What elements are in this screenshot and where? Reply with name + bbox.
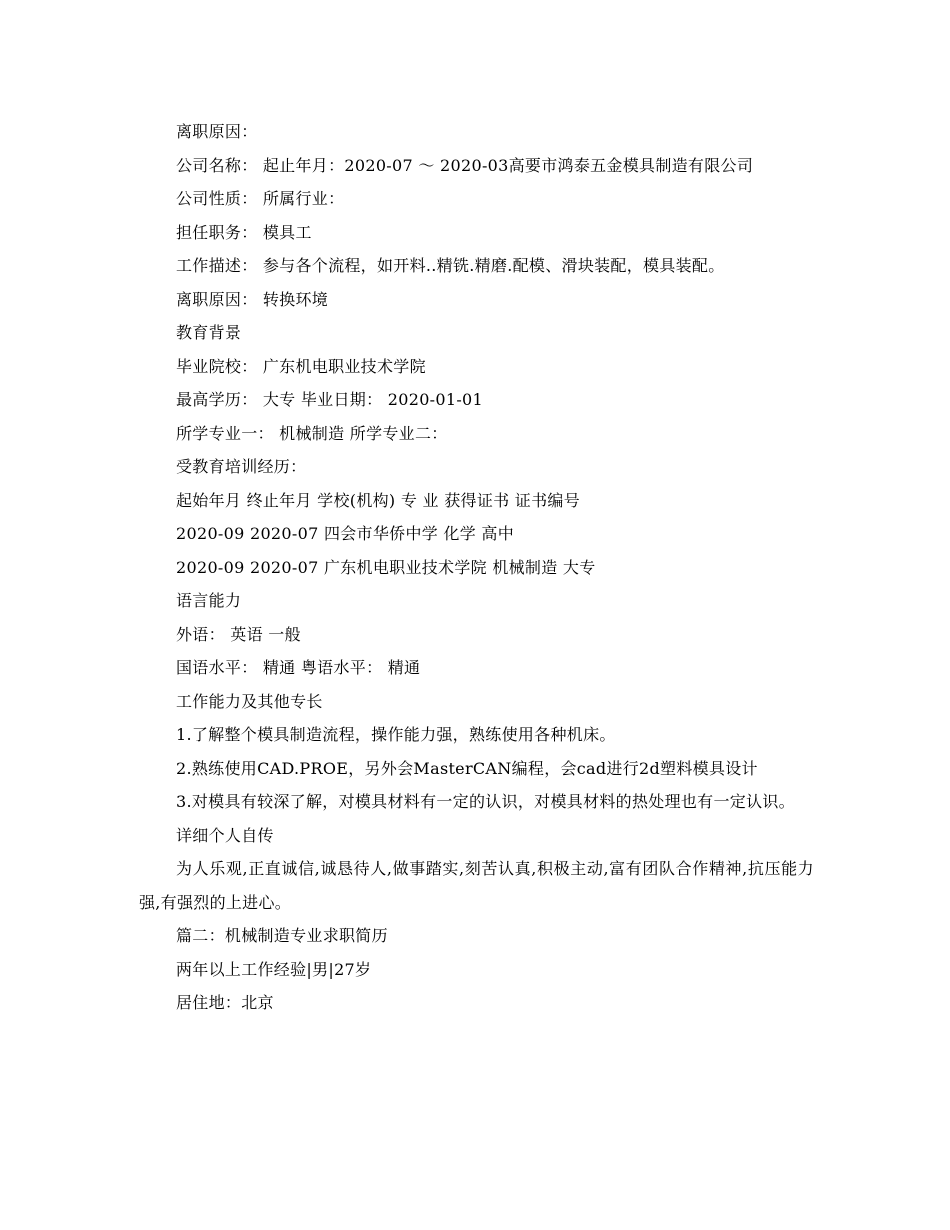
company-nature-line: 公司性质： 所属行业： xyxy=(176,189,345,208)
foreign-language-line: 外语： 英语 一般 xyxy=(176,624,301,644)
leave-reason-label: 离职原因： xyxy=(176,122,258,141)
training-table-header: 起始年月 终止年月 学校(机构) 专 业 获得证书 证书编号 xyxy=(176,490,581,510)
skills-heading: 工作能力及其他专长 xyxy=(176,691,323,711)
training-heading: 受教育培训经历： xyxy=(176,457,307,476)
skill-item-2: 2.熟练使用CAD.PROE，另外会MasterCAN编程，会cad进行2d塑料模具设计 xyxy=(176,758,758,778)
graduation-school-line: 毕业院校： 广东机电职业技术学院 xyxy=(176,356,426,376)
job-description-line: 工作描述： 参与各个流程，如开料..精铣.精磨.配模、滑块装配，模具装配。 xyxy=(176,256,725,275)
major-line: 所学专业一： 机械制造 所学专业二： xyxy=(176,423,448,443)
article-two-title: 篇二：机械制造专业求职简历 xyxy=(176,926,388,945)
training-row-2: 2020-09 2020-07 广东机电职业技术学院 机械制造 大专 xyxy=(176,557,596,577)
position-line: 担任职务： 模具工 xyxy=(176,222,312,242)
document-body xyxy=(139,115,814,1020)
self-description-heading: 详细个人自传 xyxy=(176,825,274,845)
training-row-1: 2020-09 2020-07 四会市华侨中学 化学 高中 xyxy=(176,524,515,543)
residence-line: 居住地：北京 xyxy=(176,993,274,1012)
skill-item-1: 1.了解整个模具制造流程，操作能力强，熟练使用各种机床。 xyxy=(176,725,616,744)
highest-degree-line: 最高学历： 大专 毕业日期： 2020-01-01 xyxy=(176,390,484,409)
company-name-line: 公司名称： 起止年月：2020-07 ～ 2020-03高要市鸿泰五金模具制造有限公司 xyxy=(176,155,754,175)
self-description-text: 为人乐观,正直诚信,诚恳待人,做事踏实,刻苦认真,积极主动,富有团队合作精神,抗压能力强,有强烈的上进心。 xyxy=(139,859,814,912)
dialect-line: 国语水平： 精通 粤语水平： 精通 xyxy=(176,658,421,677)
language-heading: 语言能力 xyxy=(176,591,242,610)
skill-item-3: 3.对模具有较深了解，对模具材料有一定的认识，对模具材料的热处理也有一定认识。 xyxy=(176,792,795,811)
education-heading: 教育背景 xyxy=(176,323,242,342)
leave-reason-line: 离职原因： 转换环境 xyxy=(176,289,329,309)
experience-summary-line: 两年以上工作经验|男|27岁 xyxy=(176,959,372,979)
